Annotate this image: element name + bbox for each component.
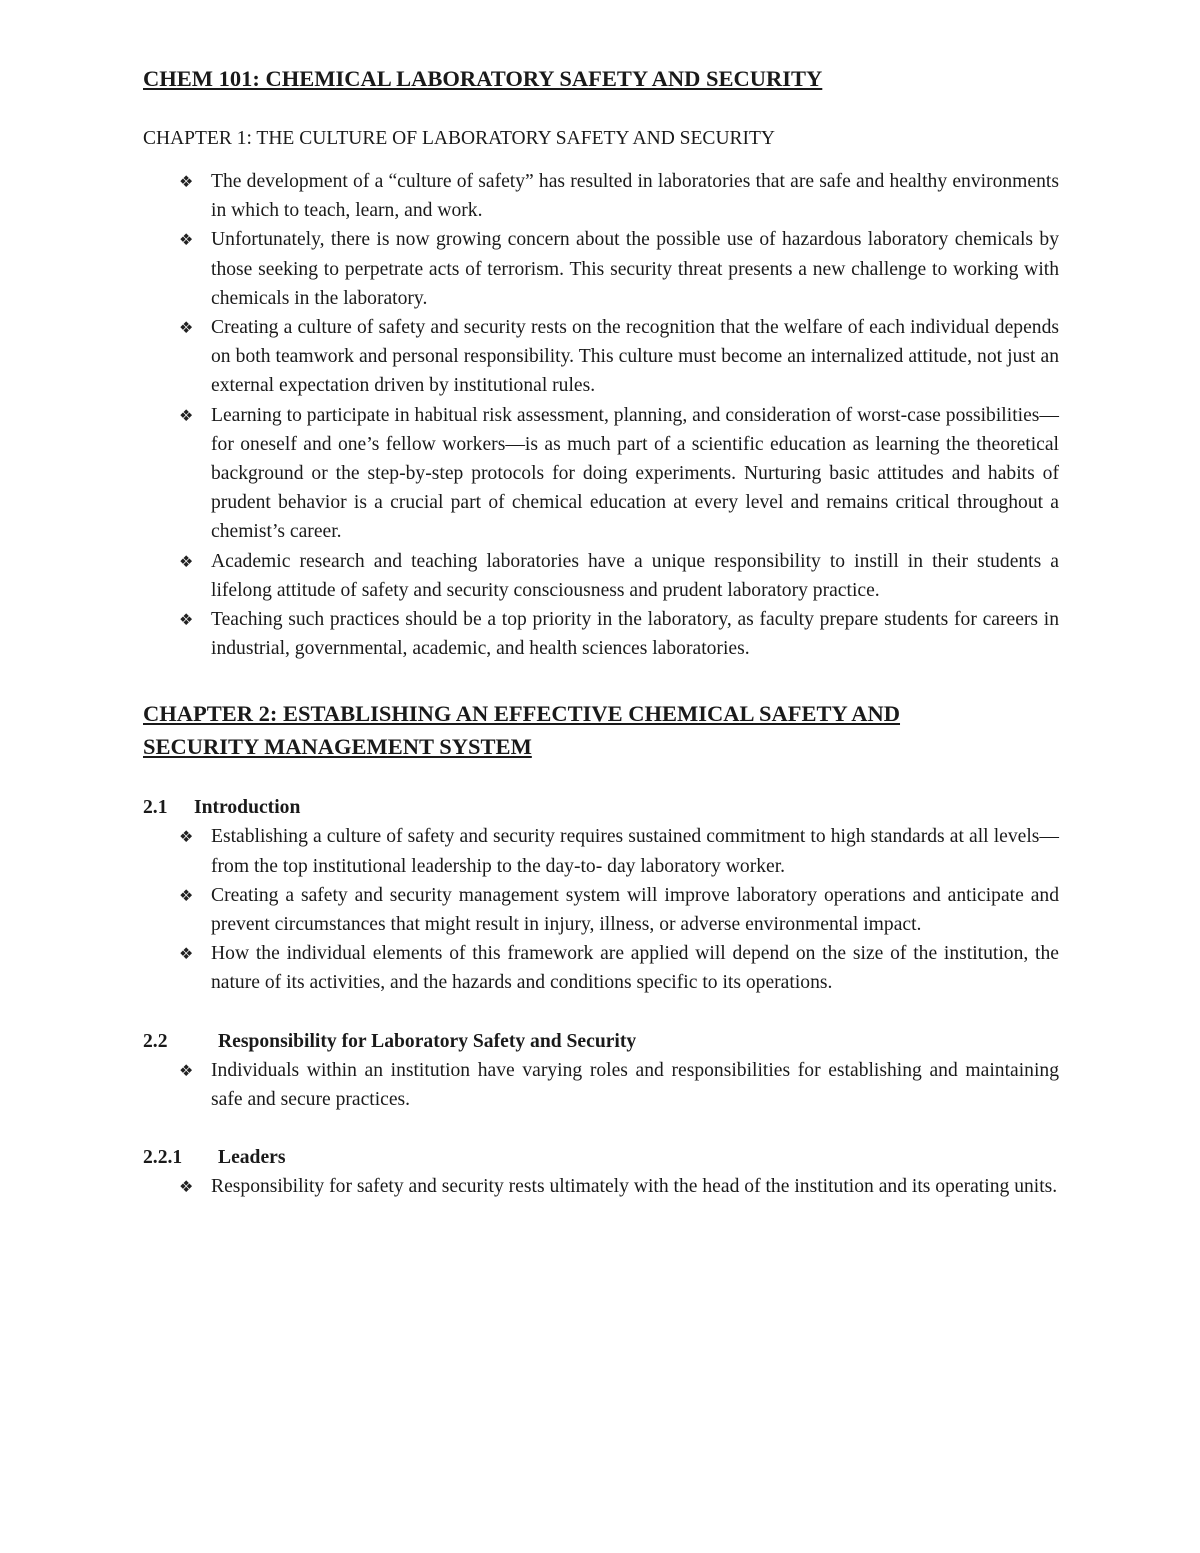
list-item (143, 1172, 1059, 1201)
list-item (143, 547, 1059, 605)
diamond-bullet-icon: ❖ (179, 944, 194, 964)
bullet-text: Creating a safety and security management system will improve laboratory operations and anticipate and prevent circumstances that might result in injury, illness, or adverse environmental impact. (211, 884, 1059, 936)
section-title: Leaders (218, 1147, 286, 1169)
section-2-2-heading (143, 1027, 1059, 1056)
section-number: 2.1 (143, 797, 168, 819)
bullet-text: Unfortunately, there is now growing concern about the possible use of hazardous laboratory chemicals by those seeking to perpetrate acts of terrorism. This security threat presents a new challenge to working with chemicals in the laboratory. (211, 229, 1059, 309)
diamond-bullet-icon: ❖ (179, 1060, 194, 1080)
bullet-text: Individuals within an institution have varying roles and responsibilities for establishing and maintaining safe and secure practices. (211, 1059, 1059, 1110)
bullet-text: How the individual elements of this framework are applied will depend on the size of the institution, the nature of its activities, and the hazards and conditions specific to its operations. (211, 943, 1059, 994)
list-item (143, 225, 1059, 313)
section-title: Introduction (194, 797, 301, 819)
list-item (143, 605, 1059, 663)
section-2-1-heading (143, 793, 1059, 822)
chapter-1-bullet-list (143, 167, 1059, 663)
chapter-2-heading-line-1: CHAPTER 2: ESTABLISHING AN EFFECTIVE CHEMICAL SAFETY AND (143, 701, 901, 727)
list-item (143, 822, 1059, 880)
diamond-bullet-icon: ❖ (179, 551, 194, 571)
list-item (143, 313, 1059, 401)
diamond-bullet-icon: ❖ (179, 172, 194, 191)
diamond-bullet-icon: ❖ (179, 405, 194, 425)
chapter-2-heading-line-2: SECURITY MANAGEMENT SYSTEM (143, 734, 532, 760)
diamond-bullet-icon: ❖ (179, 1177, 194, 1197)
diamond-bullet-icon: ❖ (179, 230, 194, 250)
diamond-bullet-icon: ❖ (179, 318, 194, 338)
section-number: 2.2 (143, 1030, 168, 1052)
bullet-text: Learning to participate in habitual risk assessment, planning, and consideration of worst-case possibilities—for oneself and one’s fellow workers—is as much part of a scientific education as learning the theoretical background or the step-by-step protocols for doing experiments. Nurturing basic attitudes and habits of prudent behavior is a crucial part of chemical education at every level and remains critical throughout a chemist’s career. (211, 404, 1059, 543)
list-item (143, 939, 1059, 997)
chapter-2-heading (143, 697, 1059, 763)
document-title: CHEM 101: CHEMICAL LABORATORY SAFETY AND SECURITY (143, 66, 823, 91)
list-item (143, 401, 1059, 547)
list-item (143, 167, 1059, 225)
document-page (143, 62, 1059, 1201)
section-2-2-1-heading (143, 1143, 1059, 1172)
bullet-text: Academic research and teaching laboratories have a unique responsibility to instill in their students a lifelong attitude of safety and security consciousness and prudent laboratory practice. (211, 550, 1059, 601)
bullet-text: Responsibility for safety and security rests ultimately with the head of the institution and its operating units. (211, 1176, 1058, 1198)
section-2-2-bullet-list (143, 1056, 1059, 1114)
section-2-1-bullet-list (143, 822, 1059, 997)
list-item (143, 1056, 1059, 1114)
section-2-2-1-bullet-list (143, 1172, 1059, 1201)
list-item (143, 881, 1059, 939)
chapter-1-heading: CHAPTER 1: THE CULTURE OF LABORATORY SAFETY AND SECURITY (143, 128, 776, 149)
bullet-text: Establishing a culture of safety and security requires sustained commitment to high standards at all levels—from the top institutional leadership to the day-to- day laboratory worker. (211, 826, 1059, 877)
diamond-bullet-icon: ❖ (179, 827, 194, 847)
section-number: 2.2.1 (143, 1147, 183, 1169)
diamond-bullet-icon: ❖ (179, 610, 194, 630)
bullet-text: The development of a “culture of safety” has resulted in laboratories that are safe and healthy environments in which to teach, learn, and work. (211, 171, 1059, 222)
diamond-bullet-icon: ❖ (179, 885, 194, 905)
bullet-text: Teaching such practices should be a top priority in the laboratory, as faculty prepare students for careers in industrial, governmental, academic, and health sciences laboratories. (211, 609, 1059, 660)
bullet-text: Creating a culture of safety and security rests on the recognition that the welfare of each individual depends on both teamwork and personal responsibility. This culture must become an internalized attitude, not just an external expectation driven by institutional rules. (211, 317, 1059, 397)
section-title: Responsibility for Laboratory Safety and Security (218, 1030, 637, 1052)
